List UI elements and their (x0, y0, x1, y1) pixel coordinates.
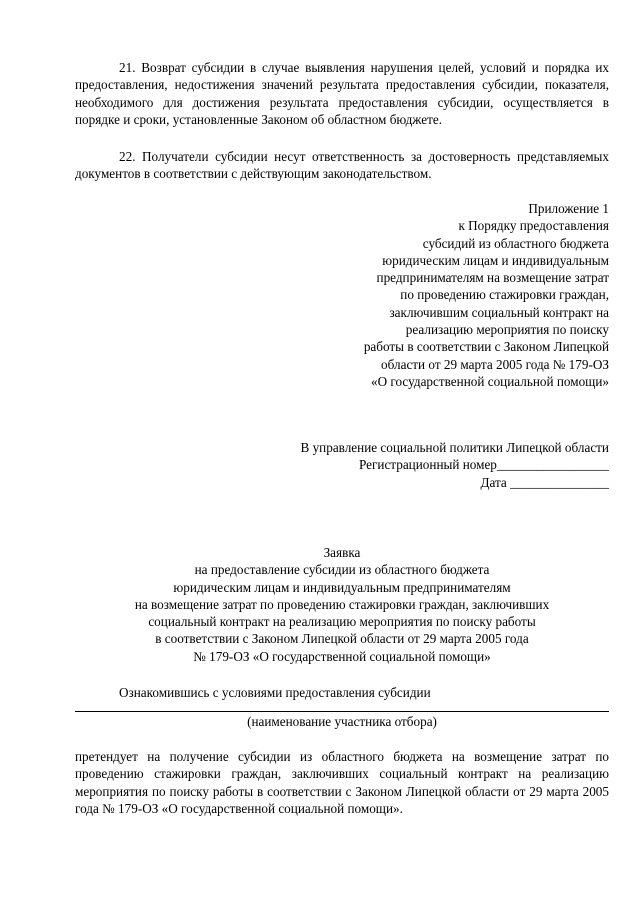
appendix-line: Приложение 1 (528, 201, 609, 216)
appendix-line: предпринимателям на возмещение затрат (376, 270, 609, 286)
appendix-line: реализацию мероприятия по поиску (405, 322, 609, 338)
participant-name-line (75, 697, 609, 712)
paragraph-22: 22. Получатели субсидии несут ответственность за достоверность представляемых документов в соответствии с действующим законодательством. (75, 149, 609, 182)
paragraph-21: 21. Возврат субсидии в случае выявления нарушения целей, условий и порядка их предоставления, недостижения значений результата предоставления субсидии, показателя, необходимого для достижения результата предоставления субсидии, осуществляется в порядке и сроки, установленные Законом об областном бюджете. (75, 60, 609, 127)
application-line: № 179-ОЗ «О государственной социальной помощи» (193, 648, 491, 664)
appendix-line: к Порядку предоставления (458, 218, 609, 234)
application-heading (75, 544, 609, 665)
application-line: на возмещение затрат по проведению стажировки граждан, заключивших (134, 596, 550, 612)
intro-text: Ознакомившись с условиями предоставления субсидии (119, 685, 431, 700)
application-title: Заявка (323, 545, 361, 560)
appendix-header (75, 200, 609, 390)
appendix-line: области от 29 марта 2005 года № 179-ОЗ (381, 356, 609, 372)
appendix-line: по проведению стажировки граждан, (400, 287, 609, 303)
participant-caption: (наименование участника отбора) (247, 714, 437, 729)
date-field: Дата _______________ (480, 474, 609, 490)
recipient-block (75, 439, 609, 491)
blank-line (75, 697, 609, 712)
claim-paragraph: претендует на получение субсидии из областного бюджета на возмещение затрат по проведению стажировки граждан, заключивших социальный контракт на реализацию мероприятия по поиску работы в соответствии с Законом Липецкой области от 29 марта 2005 года № 179-ОЗ «О государственной социальной помощи». (75, 749, 609, 816)
appendix-line: заключившим социальный контракт на (389, 304, 609, 320)
registration-number-field: Регистрационный номер_________________ (358, 457, 609, 473)
appendix-line: субсидий из областного бюджета (422, 235, 609, 251)
application-line: на предоставление субсидии из областного бюджета (194, 562, 490, 578)
application-line: юридическим лицам и индивидуальным предпринимателям (173, 579, 511, 595)
appendix-line: «О государственной социальной помощи» (371, 373, 609, 389)
application-line: социальный контракт на реализацию мероприятия по поиску работы (148, 614, 536, 630)
appendix-line: юридическим лицам и индивидуальным (382, 252, 609, 268)
application-line: в соответствии с Законом Липецкой области от 29 марта 2005 года (155, 631, 529, 647)
appendix-line: работы в соответствии с Законом Липецкой (363, 339, 609, 355)
recipient-line: В управление социальной политики Липецкой области (300, 440, 609, 455)
